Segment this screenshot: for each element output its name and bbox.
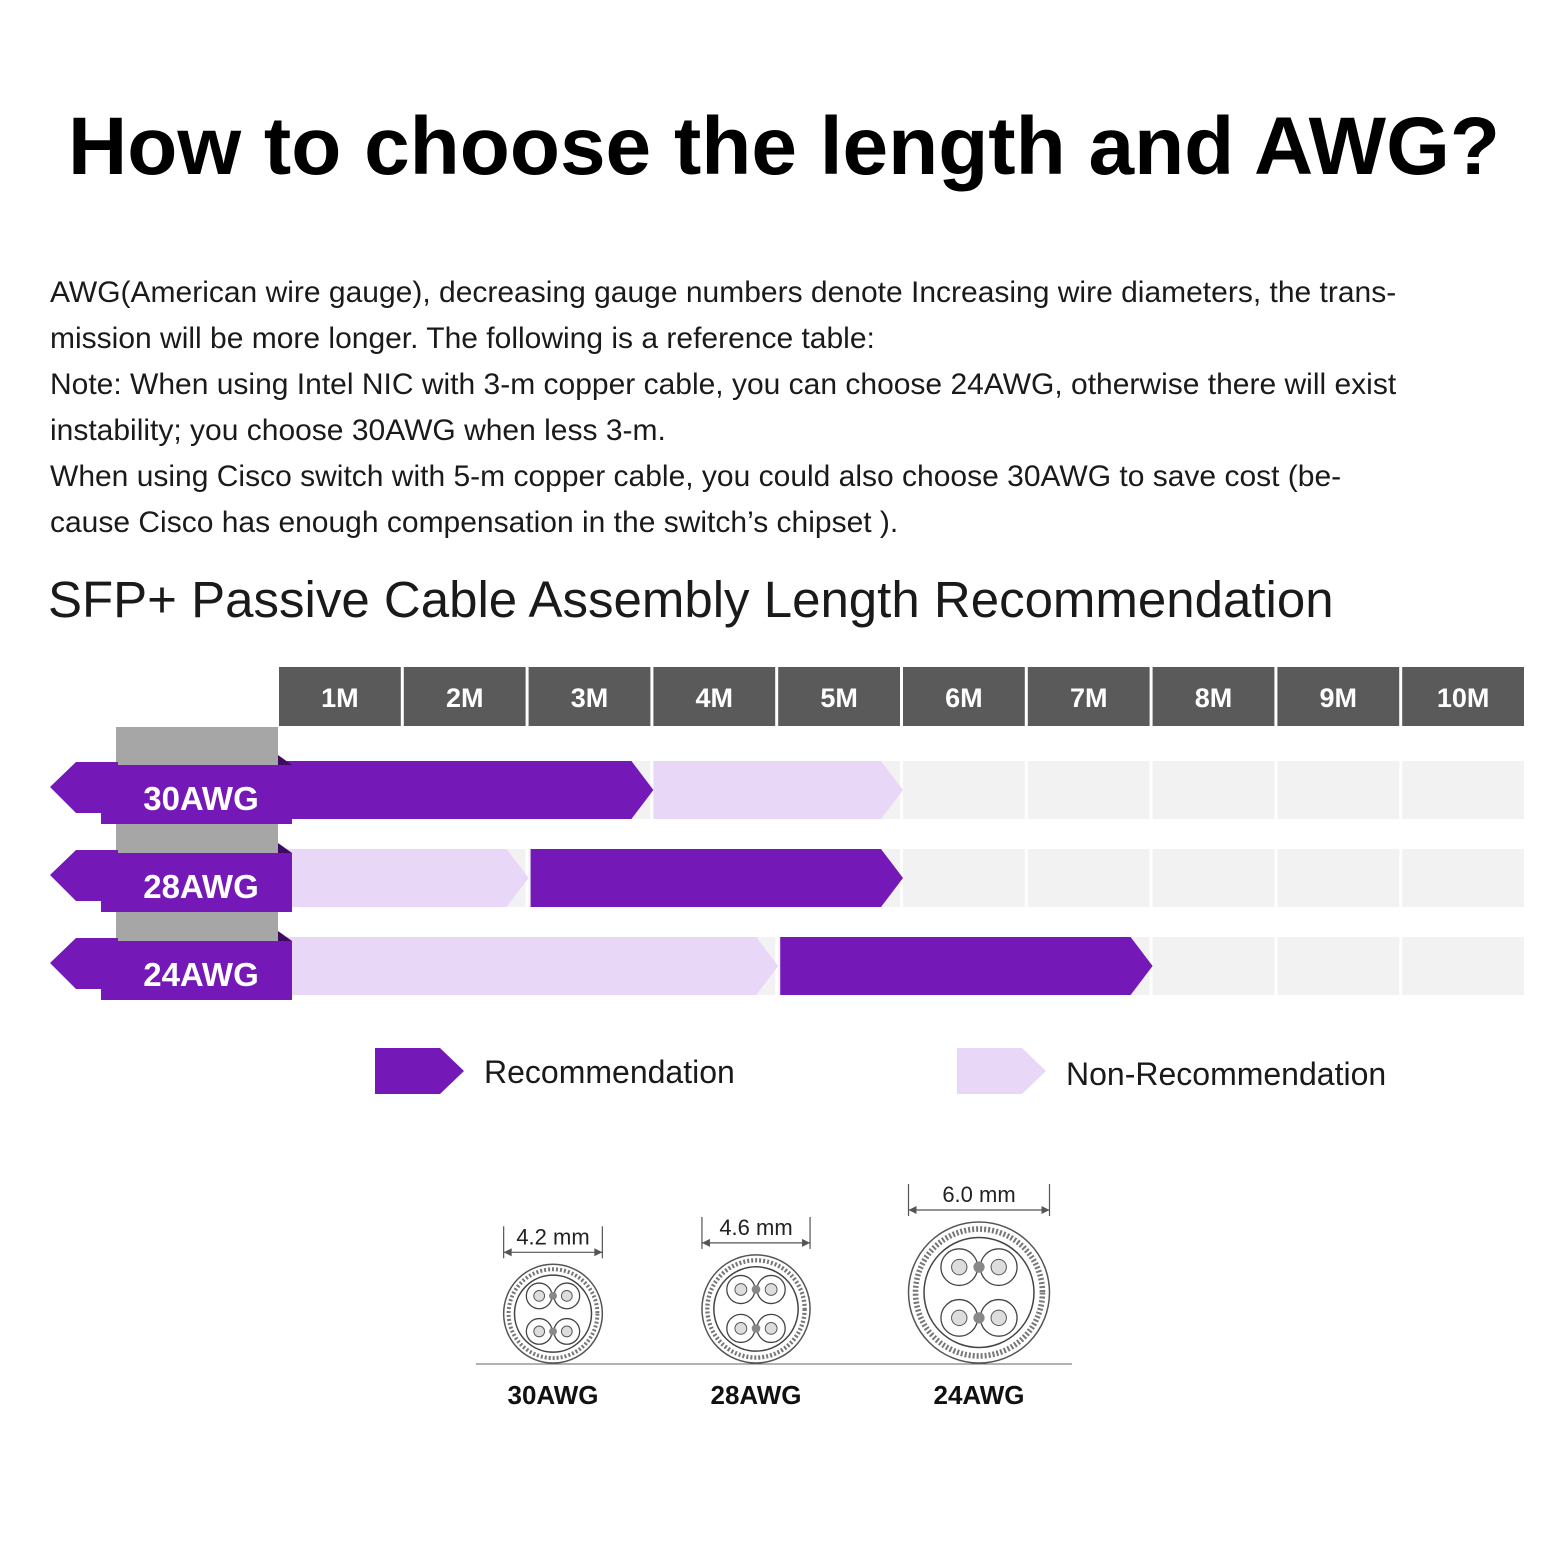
- length-tick-label: 1M: [321, 683, 359, 713]
- grid-cell: [1402, 849, 1524, 907]
- row-label-fold: [278, 755, 292, 765]
- cable-name-label: 28AWG: [710, 1380, 802, 1410]
- length-tick-label: 2M: [445, 683, 484, 713]
- grid-cell: [1153, 937, 1275, 995]
- cable-cross-section: [504, 1264, 603, 1363]
- grid-cell: [1028, 761, 1150, 819]
- length-tick-label: 4M: [695, 683, 734, 713]
- recommended-bar: [531, 849, 903, 907]
- chart-rows: [50, 727, 1524, 1000]
- cable-diameter-label: 4.2 mm: [516, 1224, 590, 1250]
- intro-line: instability; you choose 30AWG when less 3-m.: [50, 414, 666, 447]
- length-axis-header: [279, 667, 1524, 726]
- length-tick-label: 6M: [945, 683, 983, 713]
- intro-line: mission will be more longer. The following is a reference table:: [50, 322, 875, 355]
- grid-cell: [1277, 937, 1399, 995]
- row-label-fold: [278, 931, 292, 941]
- non-recommended-bar: [653, 761, 903, 819]
- intro-line: AWG(American wire gauge), decreasing gauge numbers denote Increasing wire diameters, the trans-: [50, 276, 1397, 309]
- intro-line: When using Cisco switch with 5-m copper cable, you could also choose 30AWG to save cost (be-: [50, 460, 1342, 493]
- recommended-bar: [279, 761, 653, 819]
- page-headline: How to choose the length and AWG?: [68, 101, 1500, 192]
- cable-cross-sections: [476, 1182, 1072, 1410]
- row-label: 30AWG: [143, 780, 259, 817]
- non-recommended-bar: [279, 849, 529, 907]
- row-label-block: [116, 727, 278, 950]
- chart-title: SFP+ Passive Cable Assembly Length Recommendation: [48, 571, 1334, 628]
- grid-cell: [1277, 849, 1399, 907]
- recommended-bar: [780, 937, 1152, 995]
- cable-cross-section: [909, 1222, 1050, 1363]
- legend-non-recommended-swatch: [957, 1048, 1046, 1094]
- grid-cell: [1153, 849, 1275, 907]
- legend-non-recommended-label: Non-Recommendation: [1066, 1056, 1387, 1092]
- row-label: 24AWG: [143, 956, 259, 993]
- cable-diameter-label: 4.6 mm: [719, 1214, 793, 1240]
- non-recommended-bar: [279, 937, 778, 995]
- length-tick-label: 7M: [1069, 683, 1108, 713]
- legend-recommended-label: Recommendation: [484, 1054, 735, 1090]
- intro-line: cause Cisco has enough compensation in the switch’s chipset ).: [50, 506, 899, 539]
- grid-cell: [1277, 761, 1399, 819]
- grid-cell: [1153, 761, 1275, 819]
- length-tick-label: 3M: [570, 683, 609, 713]
- chart-legend: [375, 1048, 1386, 1094]
- grid-cell: [903, 849, 1025, 907]
- cable-name-label: 30AWG: [507, 1380, 599, 1410]
- grid-cell: [1402, 761, 1524, 819]
- row-label: 28AWG: [143, 868, 259, 905]
- cable-name-label: 24AWG: [933, 1380, 1025, 1410]
- length-tick-label: 9M: [1319, 683, 1358, 713]
- row-label-fold: [278, 843, 292, 853]
- grid-cell: [1402, 937, 1524, 995]
- grid-cell: [1028, 849, 1150, 907]
- length-tick-label: 5M: [820, 683, 858, 713]
- legend-recommended-swatch: [375, 1048, 464, 1094]
- grid-cell: [903, 761, 1025, 819]
- length-tick-label: 10M: [1436, 683, 1490, 713]
- length-tick-label: 8M: [1194, 683, 1233, 713]
- cable-diameter-label: 6.0 mm: [942, 1182, 1016, 1207]
- cable-cross-section: [702, 1255, 810, 1363]
- intro-line: Note: When using Intel NIC with 3-m copper cable, you can choose 24AWG, otherwise there will exist: [50, 368, 1397, 401]
